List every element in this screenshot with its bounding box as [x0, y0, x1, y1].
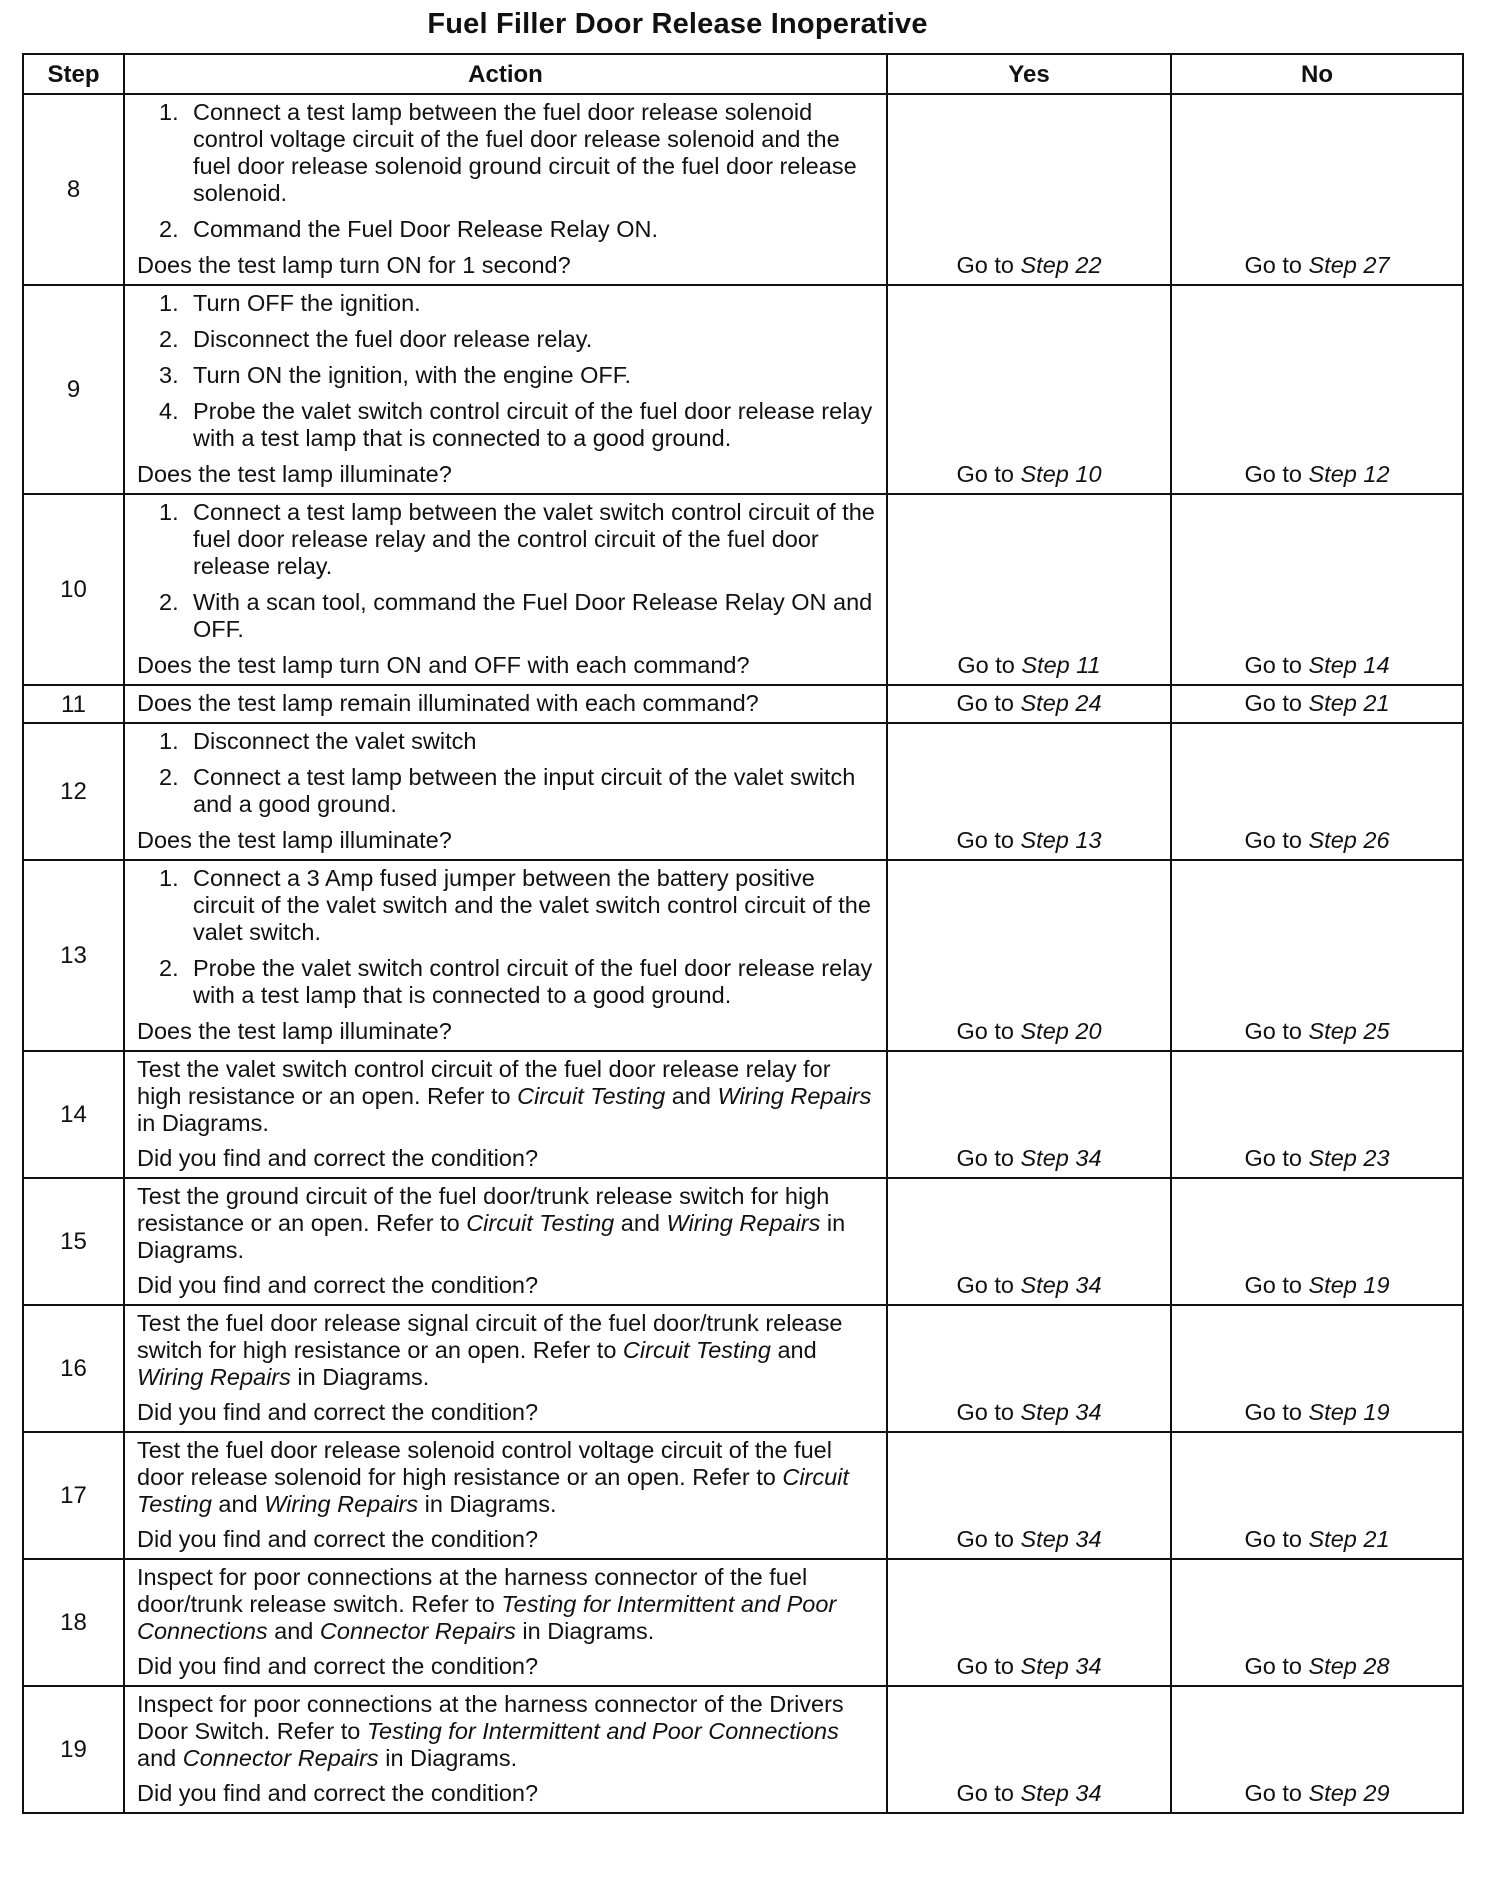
goto-label: Go to — [1244, 1272, 1309, 1298]
no-result-cell — [1171, 1305, 1463, 1432]
instruction-text: and — [770, 1337, 817, 1363]
instruction-text: Test the ground circuit of the fuel door/trunk release switch for high resistance or an open. Refer to — [137, 1183, 830, 1236]
goto-label: Go to — [956, 1018, 1021, 1044]
action-steps — [137, 728, 876, 818]
action-cell — [124, 685, 887, 723]
page-title: Fuel Filler Door Release Inoperative — [427, 8, 928, 40]
step-number: 17 — [23, 1432, 124, 1559]
action-cell — [124, 1178, 887, 1305]
goto-step-link[interactable]: Step 28 — [1308, 1653, 1390, 1679]
yes-result-cell — [887, 1559, 1171, 1686]
yes-result-cell — [887, 285, 1171, 494]
goto-step-link[interactable]: Step 10 — [1020, 461, 1102, 487]
reference-link[interactable]: Circuit Testing — [622, 1337, 771, 1363]
goto-label: Go to — [956, 1399, 1021, 1425]
goto-label: Go to — [956, 461, 1021, 487]
step-number: 10 — [23, 494, 124, 685]
header-step: Step — [23, 54, 124, 94]
action-cell — [124, 1686, 887, 1813]
action-question: Does the test lamp turn ON for 1 second? — [137, 252, 571, 278]
action-step-number: 2. — [159, 216, 179, 242]
action-step-number: 3. — [159, 362, 179, 388]
no-result-cell — [1171, 1559, 1463, 1686]
goto-label: Go to — [1244, 252, 1309, 278]
instruction-text: and — [137, 1745, 183, 1771]
table-row — [23, 1305, 1463, 1432]
goto-label: Go to — [1244, 1018, 1309, 1044]
instruction-text: and — [267, 1618, 320, 1644]
goto-step-link[interactable]: Step 26 — [1308, 827, 1390, 853]
action-instruction — [137, 1691, 876, 1772]
instruction-text: and — [211, 1491, 265, 1517]
goto-step-link[interactable]: Step 13 — [1020, 827, 1102, 853]
action-step-text: Command the Fuel Door Release Relay ON. — [193, 216, 658, 242]
table-row — [23, 1178, 1463, 1305]
action-step-item — [137, 589, 876, 643]
goto-step-link[interactable]: Step 34 — [1020, 1780, 1102, 1806]
yes-result-cell — [887, 494, 1171, 685]
reference-link[interactable]: Wiring Repairs — [137, 1364, 291, 1390]
action-step-number: 2. — [159, 955, 179, 981]
table-row — [23, 1051, 1463, 1178]
no-result-cell — [1171, 494, 1463, 685]
goto-label: Go to — [1244, 690, 1309, 716]
goto-step-link[interactable]: Step 34 — [1020, 1145, 1102, 1171]
reference-link[interactable]: Wiring Repairs — [717, 1083, 872, 1109]
instruction-text: and — [614, 1210, 667, 1236]
header-action: Action — [124, 54, 887, 94]
action-step-text: Connect a test lamp between the input circuit of the valet switch and a good ground. — [193, 764, 856, 817]
table-row — [23, 860, 1463, 1051]
action-step-item — [137, 326, 876, 353]
action-step-number: 2. — [159, 326, 179, 352]
goto-step-link[interactable]: Step 14 — [1308, 652, 1390, 678]
no-result-cell — [1171, 285, 1463, 494]
action-question: Does the test lamp remain illuminated with each command? — [137, 690, 759, 716]
yes-result-cell — [887, 1305, 1171, 1432]
table-row — [23, 685, 1463, 723]
action-question: Did you find and correct the condition? — [137, 1272, 539, 1298]
table-row — [23, 1432, 1463, 1559]
action-instruction — [137, 1056, 876, 1137]
action-cell — [124, 860, 887, 1051]
goto-step-link[interactable]: Step 34 — [1020, 1653, 1102, 1679]
goto-step-link[interactable]: Step 21 — [1308, 690, 1390, 716]
step-number: 15 — [23, 1178, 124, 1305]
goto-label: Go to — [1244, 1780, 1309, 1806]
action-step-number: 1. — [159, 290, 179, 316]
table-row — [23, 1559, 1463, 1686]
goto-step-link[interactable]: Step 23 — [1308, 1145, 1390, 1171]
action-step-text: Connect a 3 Amp fused jumper between the battery positive circuit of the valet switch and the valet switch control circuit of the valet switch. — [193, 865, 871, 945]
instruction-text: Test the fuel door release solenoid control voltage circuit of the fuel door release solenoid for high resistance or an open. Refer to — [137, 1437, 832, 1490]
step-number: 8 — [23, 94, 124, 285]
goto-step-link[interactable]: Step 29 — [1308, 1780, 1390, 1806]
header-yes: Yes — [887, 54, 1171, 94]
reference-link[interactable]: Circuit Testing — [137, 1464, 849, 1517]
instruction-text: Inspect for poor connections at the harness connector of the Drivers Door Switch. Refer to — [137, 1691, 844, 1744]
action-instruction — [137, 1310, 876, 1391]
action-step-text: Disconnect the fuel door release relay. — [193, 326, 593, 352]
instruction-text: Inspect for poor connections at the harness connector of the fuel door/trunk release switch. Refer to — [137, 1564, 808, 1617]
yes-result-cell — [887, 1686, 1171, 1813]
reference-link[interactable]: Wiring Repairs — [264, 1491, 419, 1517]
goto-step-link[interactable]: Step 34 — [1020, 1399, 1102, 1425]
action-step-text: Turn ON the ignition, with the engine OFF. — [193, 362, 632, 388]
goto-label: Go to — [1244, 1145, 1309, 1171]
action-cell — [124, 285, 887, 494]
goto-step-link[interactable]: Step 24 — [1020, 690, 1102, 716]
table-row — [23, 285, 1463, 494]
action-cell — [124, 1559, 887, 1686]
yes-result-cell — [887, 1051, 1171, 1178]
action-question: Does the test lamp turn ON and OFF with each command? — [137, 652, 750, 678]
step-number: 14 — [23, 1051, 124, 1178]
no-result-cell — [1171, 94, 1463, 285]
reference-link[interactable]: Testing for Intermittent and Poor Connections — [137, 1591, 837, 1644]
goto-step-link[interactable]: Step 12 — [1308, 461, 1390, 487]
table-row — [23, 94, 1463, 285]
action-step-text: With a scan tool, command the Fuel Door Release Relay ON and OFF. — [193, 589, 873, 642]
yes-result-cell — [887, 860, 1171, 1051]
reference-link[interactable]: Testing for Intermittent and Poor Connections — [366, 1718, 839, 1744]
action-question: Did you find and correct the condition? — [137, 1145, 539, 1171]
yes-result-cell — [887, 94, 1171, 285]
no-result-cell — [1171, 1686, 1463, 1813]
action-question: Did you find and correct the condition? — [137, 1526, 539, 1552]
goto-step-link[interactable]: Step 27 — [1308, 252, 1390, 278]
table-row — [23, 723, 1463, 860]
action-cell — [124, 1051, 887, 1178]
action-step-text: Disconnect the valet switch — [193, 728, 477, 754]
step-number: 11 — [23, 685, 124, 723]
action-step-number: 1. — [159, 865, 179, 891]
action-steps — [137, 499, 876, 643]
action-step-number: 2. — [159, 589, 179, 615]
action-step-number: 1. — [159, 728, 179, 754]
action-step-item — [137, 99, 876, 207]
no-result-cell — [1171, 685, 1463, 723]
goto-label: Go to — [956, 1780, 1021, 1806]
action-step-text: Probe the valet switch control circuit of the fuel door release relay with a test lamp that is connected to a good ground. — [193, 398, 873, 451]
goto-label: Go to — [956, 1145, 1021, 1171]
reference-link[interactable]: Circuit Testing — [517, 1083, 666, 1109]
table-row — [23, 1686, 1463, 1813]
goto-step-link[interactable]: Step 11 — [1021, 652, 1101, 678]
action-question: Did you find and correct the condition? — [137, 1653, 539, 1679]
yes-result-cell — [887, 685, 1171, 723]
action-instruction — [137, 1564, 876, 1645]
goto-label: Go to — [956, 1526, 1021, 1552]
action-question: Does the test lamp illuminate? — [137, 827, 452, 853]
goto-step-link[interactable]: Step 19 — [1308, 1272, 1390, 1298]
action-step-number: 1. — [159, 99, 179, 125]
action-step-item — [137, 955, 876, 1009]
action-instruction — [137, 1183, 876, 1264]
action-steps — [137, 865, 876, 1009]
header-row — [23, 54, 1463, 94]
goto-label: Go to — [956, 252, 1021, 278]
action-step-item — [137, 398, 876, 452]
action-question: Does the test lamp illuminate? — [137, 461, 452, 487]
goto-step-link[interactable]: Step 34 — [1020, 1272, 1102, 1298]
instruction-text: and — [665, 1083, 718, 1109]
table-body — [23, 94, 1463, 1813]
instruction-text: Test the valet switch control circuit of the fuel door release relay for high resistance or an open. Refer to — [137, 1056, 831, 1109]
reference-link[interactable]: Connector Repairs — [182, 1745, 379, 1771]
goto-label: Go to — [956, 1272, 1021, 1298]
yes-result-cell — [887, 1178, 1171, 1305]
goto-label: Go to — [956, 690, 1021, 716]
instruction-text: in Diagrams. — [418, 1491, 557, 1517]
action-step-text: Probe the valet switch control circuit of the fuel door release relay with a test lamp that is connected to a good ground. — [193, 955, 873, 1008]
action-steps — [137, 290, 876, 452]
action-step-text: Connect a test lamp between the valet switch control circuit of the fuel door release relay and the control circuit of the fuel door release relay. — [193, 499, 875, 579]
action-cell — [124, 94, 887, 285]
step-number: 19 — [23, 1686, 124, 1813]
action-step-text: Connect a test lamp between the fuel door release solenoid control voltage circuit of the fuel door release solenoid and the fuel door release solenoid ground circuit of the fuel door release solenoid. — [193, 99, 857, 206]
action-step-item — [137, 362, 876, 389]
reference-link[interactable]: Wiring Repairs — [666, 1210, 821, 1236]
goto-step-link[interactable]: Step 25 — [1308, 1018, 1390, 1044]
action-cell — [124, 1305, 887, 1432]
step-number: 16 — [23, 1305, 124, 1432]
goto-step-link[interactable]: Step 20 — [1020, 1018, 1102, 1044]
goto-step-link[interactable]: Step 22 — [1020, 252, 1102, 278]
step-number: 18 — [23, 1559, 124, 1686]
action-step-item — [137, 728, 876, 755]
action-steps — [137, 99, 876, 243]
reference-link[interactable]: Connector Repairs — [319, 1618, 516, 1644]
instruction-text: in Diagrams. — [515, 1618, 655, 1644]
instruction-text: in Diagrams. — [137, 1210, 846, 1263]
goto-step-link[interactable]: Step 19 — [1308, 1399, 1390, 1425]
step-number: 13 — [23, 860, 124, 1051]
action-step-item — [137, 764, 876, 818]
step-number: 9 — [23, 285, 124, 494]
goto-label: Go to — [956, 1653, 1021, 1679]
table-row — [23, 494, 1463, 685]
action-question: Did you find and correct the condition? — [137, 1780, 539, 1806]
instruction-text: Test the fuel door release signal circuit of the fuel door/trunk release switch for high resistance or an open. Refer to — [137, 1310, 843, 1363]
goto-label: Go to — [1244, 1399, 1309, 1425]
step-number: 12 — [23, 723, 124, 860]
goto-label: Go to — [1244, 461, 1309, 487]
action-step-item — [137, 499, 876, 580]
goto-label: Go to — [1244, 652, 1309, 678]
action-step-item — [137, 290, 876, 317]
instruction-text: in Diagrams. — [137, 1110, 269, 1136]
goto-label: Go to — [957, 652, 1022, 678]
goto-step-link[interactable]: Step 21 — [1308, 1526, 1390, 1552]
no-result-cell — [1171, 1051, 1463, 1178]
no-result-cell — [1171, 723, 1463, 860]
action-instruction — [137, 1437, 876, 1518]
yes-result-cell — [887, 723, 1171, 860]
header-no: No — [1171, 54, 1463, 94]
yes-result-cell — [887, 1432, 1171, 1559]
reference-link[interactable]: Circuit Testing — [466, 1210, 615, 1236]
diagnostic-table — [22, 53, 1464, 1814]
goto-label: Go to — [1244, 827, 1309, 853]
action-step-number: 1. — [159, 499, 179, 525]
instruction-text: in Diagrams. — [290, 1364, 430, 1390]
instruction-text: in Diagrams. — [378, 1745, 518, 1771]
goto-label: Go to — [1244, 1526, 1309, 1552]
action-cell — [124, 1432, 887, 1559]
action-step-text: Turn OFF the ignition. — [193, 290, 421, 316]
goto-step-link[interactable]: Step 34 — [1020, 1526, 1102, 1552]
action-step-item — [137, 216, 876, 243]
no-result-cell — [1171, 1432, 1463, 1559]
action-question: Did you find and correct the condition? — [137, 1399, 539, 1425]
action-step-item — [137, 865, 876, 946]
no-result-cell — [1171, 860, 1463, 1051]
action-cell — [124, 494, 887, 685]
action-question: Does the test lamp illuminate? — [137, 1018, 452, 1044]
goto-label: Go to — [1244, 1653, 1309, 1679]
action-step-number: 2. — [159, 764, 179, 790]
action-cell — [124, 723, 887, 860]
no-result-cell — [1171, 1178, 1463, 1305]
action-step-number: 4. — [159, 398, 179, 424]
goto-label: Go to — [956, 827, 1021, 853]
